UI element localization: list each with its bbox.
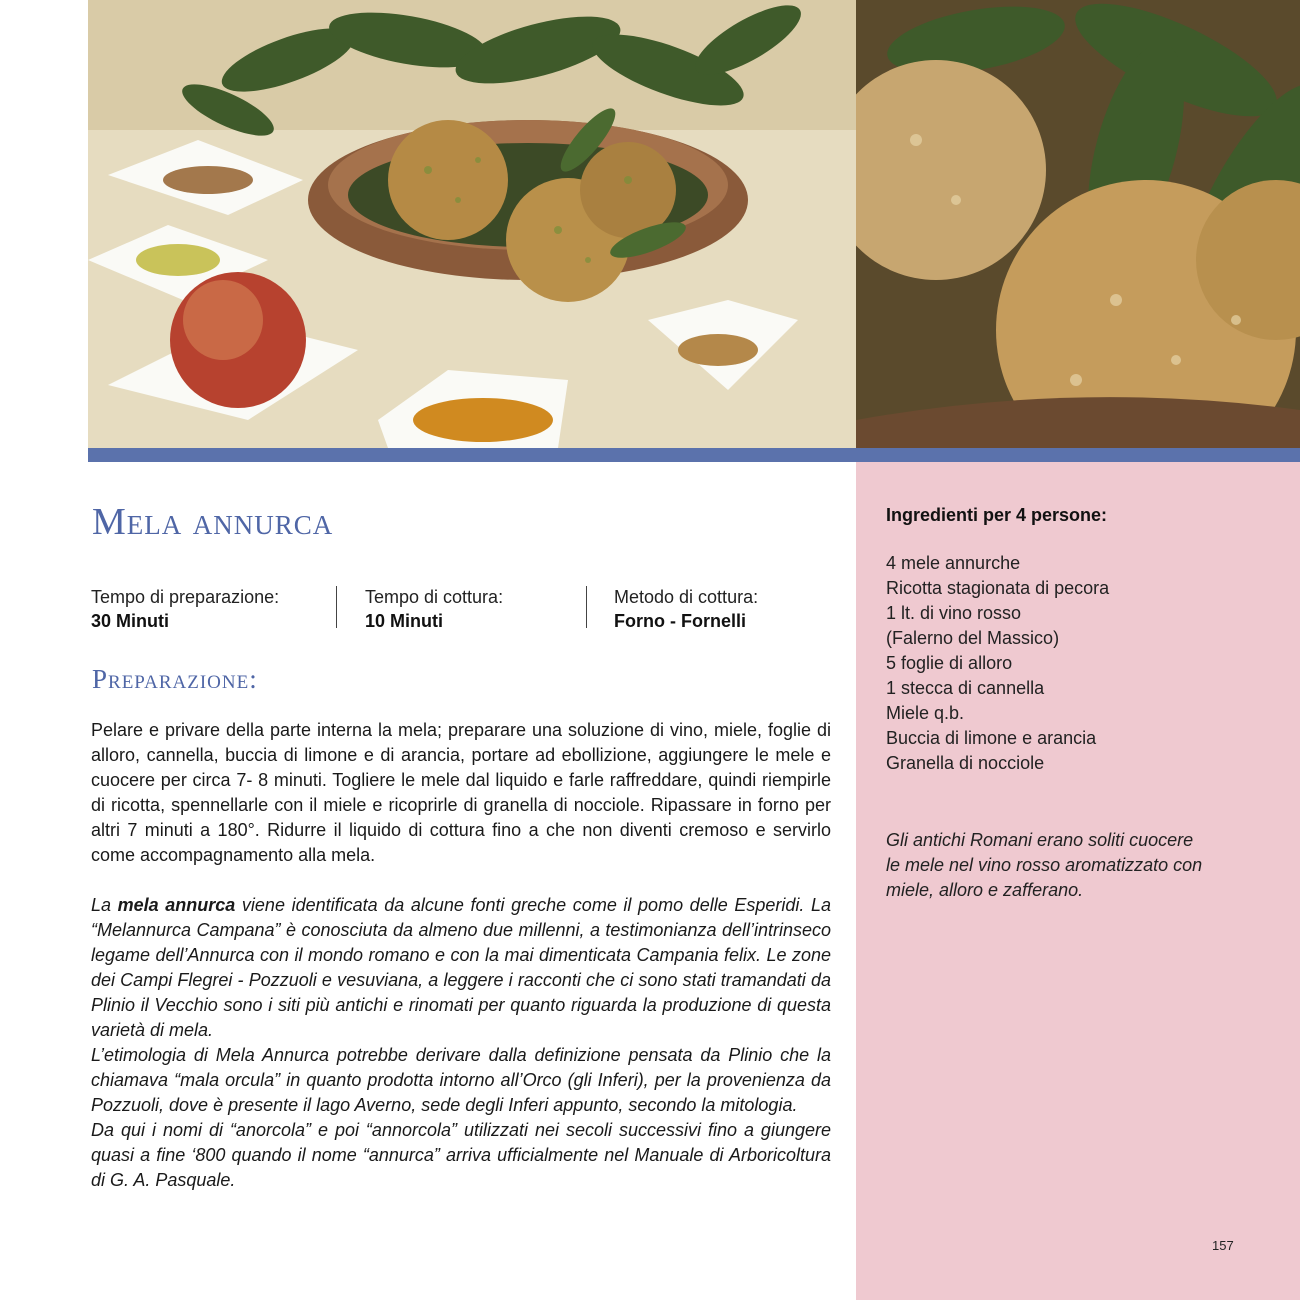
cooking-method [614, 585, 758, 633]
cook-time-value: 10 Minuti [365, 611, 444, 631]
history-bold: mela annurca [117, 895, 236, 915]
ingredient-item: (Falerno del Massico) [886, 628, 1060, 648]
preparation-heading: Preparazione: [92, 664, 258, 694]
cook-time-label: Tempo di cottura: [365, 587, 504, 607]
history-paragraph-2: L’etimologia di Mela Annurca potrebbe derivare dalla definizione pensata da Plinio che la chiamava “mala orcula” in quanto prodotta intorno all’Orco (gli Inferi), per la provenienza da Pozzuoli, dove è presente il lago Averno, sede degli Inferi appunto, secondo la mitologia. [91, 1045, 831, 1115]
preparation-text: Pelare e privare della parte interna la mela; preparare una soluzione di vino, miele, foglie di alloro, cannella, buccia di limone e di arancia, portare ad ebollizione, aggiungere le mele e cuocere per circa 7- 8 minuti. Togliere le mele dal liquido e farle raffreddare, quindi riempirle di ricotta, spennellarle con il miele e ricoprirle di granella di nocciole. Ripassare in forno per altri 7 minuti a 180°. Ridurre il liquido di cottura fino a che non diventi cremoso e servirlo come accompagnamento alla mela. [91, 720, 831, 865]
ingredient-item: 1 lt. di vino rosso [886, 603, 1022, 623]
meta-divider [336, 586, 337, 628]
prep-time-value: 30 Minuti [91, 611, 170, 631]
accent-bar [88, 448, 1300, 462]
history-lead: La [91, 895, 118, 915]
ingredient-item: Ricotta stagionata di pecora [886, 578, 1110, 598]
page-number: 157 [1212, 1238, 1234, 1253]
ingredient-item: Granella di nocciole [886, 753, 1045, 773]
history-text [91, 893, 831, 1193]
recipe-title: Mela annurca [92, 501, 334, 543]
ingredients-title: Ingredienti per 4 persone: [886, 505, 1108, 525]
prep-time-label: Tempo di preparazione: [91, 587, 280, 607]
ingredients-list [886, 551, 1109, 776]
ingredient-item: Buccia di limone e arancia [886, 728, 1097, 748]
side-note: Gli antichi Romani erano soliti cuocere le mele nel vino rosso aromatizzato con miele, alloro e zafferano. [886, 830, 1203, 900]
cooking-method-value: Forno - Fornelli [614, 611, 746, 631]
meta-divider [586, 586, 587, 628]
ingredient-item: 1 stecca di cannella [886, 678, 1045, 698]
cooking-method-label: Metodo di cottura: [614, 587, 759, 607]
history-paragraph-3: Da qui i nomi di “anorcola” e poi “annorcola” utilizzati nei secoli successivi fino a giungere quasi a fine ‘800 quando il nome “annurca” arriva ufficialmente nel Manuale di Arboricoltura di G. A. Pasquale. [91, 1120, 831, 1190]
prep-time [91, 585, 279, 633]
ingredient-item: 4 mele annurche [886, 553, 1021, 573]
ingredient-item: Miele q.b. [886, 703, 965, 723]
closeup-photo [856, 0, 1300, 448]
dish-photo [88, 0, 856, 448]
ingredient-item: 5 foglie di alloro [886, 653, 1013, 673]
history-rest: viene identificata da alcune fonti greche come il pomo delle Esperidi. La “Melannurca Campana” è conosciuta da almeno due millenni, a testimonianza dell’intrinseco legame dell’Annurca con il mondo romano e con la mai dimenticata Campania felix. Le zone dei Campi Flegrei - Pozzuoli e vesuviana, a leggere i racconti che ci sono stati tramandati da Plinio il Vecchio sono i siti più antichi e rinomati per quanto riguarda la produzione di questa varietà di mela. [91, 895, 831, 1040]
cook-time [365, 585, 503, 633]
